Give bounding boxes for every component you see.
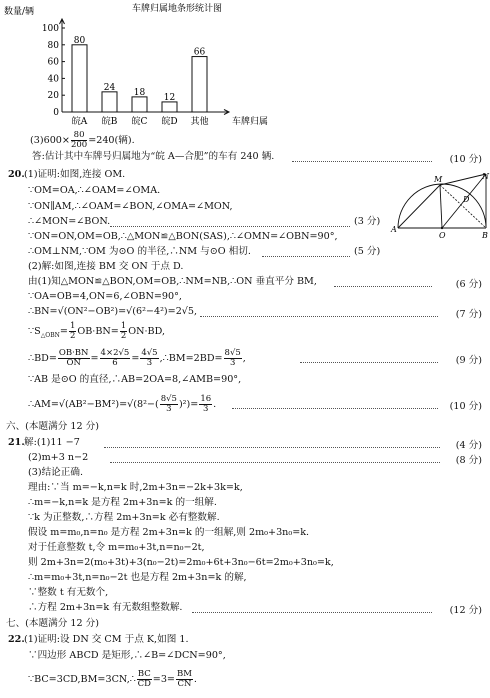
q21-line-a: 解:(1)11 −7 — [24, 437, 80, 448]
fraction — [160, 395, 178, 414]
segment-am — [398, 185, 440, 228]
label-d: D — [463, 195, 470, 204]
fraction — [69, 322, 76, 341]
y-tick-label: 0 — [53, 108, 59, 118]
subscript: △OBN — [40, 331, 60, 339]
dots — [110, 462, 440, 463]
bar — [162, 102, 177, 112]
score: (10 分) — [449, 154, 482, 165]
score: (4 分) — [455, 440, 482, 451]
score: (7 分) — [455, 309, 482, 320]
q21-line-e: ∴m=−k,n=k 是方程 2m+3n=k 的一组解. — [28, 497, 217, 508]
fraction — [137, 670, 152, 689]
text: OB·BN= — [77, 326, 119, 337]
text: =240(辆). — [88, 135, 135, 146]
section-6-heading: 六、(本题满分 12 分) — [6, 421, 99, 432]
q20-line-a: (1)证明:如图,连接 OM. — [24, 169, 126, 180]
score: (6 分) — [455, 279, 482, 290]
data-label: 18 — [133, 87, 146, 98]
numerator: 8√5 — [224, 348, 241, 358]
numerator: 16 — [200, 394, 212, 404]
q20-line-c: ∵ON∥AM,∴∠OAM=∠BON,∠OMA=∠MON, — [28, 201, 233, 212]
denominator: 3 — [166, 404, 172, 414]
label-m: M — [434, 175, 443, 184]
denominator: 200 — [70, 140, 88, 150]
dots — [200, 316, 438, 317]
dots — [334, 286, 432, 287]
dots — [192, 612, 432, 613]
question-number-20: 20. — [8, 169, 25, 180]
score: (5 分) — [354, 246, 381, 257]
denominator: ON — [66, 358, 81, 368]
numerator: BC — [137, 669, 151, 679]
segment-mn — [440, 174, 486, 185]
q20-line-l — [28, 349, 246, 368]
dots — [292, 161, 432, 162]
text: ∴AM=√(AB²−BM²)=√(8²−( — [28, 399, 159, 410]
circle-figure — [390, 172, 490, 252]
bar-chart — [0, 0, 300, 130]
label-n: N — [482, 172, 489, 181]
y-axis-title: 数量/辆 — [4, 7, 35, 17]
fraction — [71, 131, 87, 150]
q22-line-c — [28, 670, 197, 689]
q20-line-j: ∴BN=√(ON²−OB²)=√(6²−4²)=2√5, — [28, 306, 198, 317]
bar — [132, 97, 147, 112]
question-number-22: 22. — [8, 634, 25, 645]
solution-3-line — [30, 131, 135, 150]
y-tick-label: 100 — [41, 24, 59, 34]
dots — [300, 362, 438, 363]
score: (3 分) — [354, 216, 381, 227]
text: ,∴BM=2BD= — [159, 353, 223, 364]
q20-line-n — [28, 395, 216, 414]
denominator: CD — [137, 679, 151, 689]
text: = — [131, 353, 140, 364]
chart-title: 车牌归属地条形统计图 — [132, 4, 223, 14]
text: = — [90, 353, 99, 364]
fraction — [224, 349, 242, 368]
segment-om — [440, 185, 442, 228]
data-label: 24 — [103, 82, 116, 93]
q21-line-f: ∵k 为正整数,∴方程 2m+3n=k 必有整数解. — [28, 512, 220, 523]
q20-line-e: ∵ON=ON,OM=OB,∴△MON≌△BON(SAS),∴∠OMN=∠OBN=90°, — [28, 231, 338, 242]
q21-line-c: (3)结论正确. — [28, 467, 84, 478]
bar — [72, 45, 87, 112]
text: . — [213, 399, 217, 410]
dots — [110, 226, 350, 227]
text: = — [59, 326, 68, 337]
data-label: 12 — [163, 92, 176, 103]
answer-line: 答:估计其中车牌号归属地为“皖 A—合肥”的车有 240 辆. — [32, 151, 275, 162]
q20-line-k — [28, 322, 165, 342]
q21-line-l: ∴方程 2m+3n=k 有无数组整数解. — [28, 602, 183, 613]
text: ON·BD, — [128, 326, 165, 337]
bar — [102, 92, 117, 112]
q21-line-b: (2)m+3 n−2 — [28, 452, 89, 463]
denominator: 3 — [229, 358, 236, 368]
dots — [104, 447, 440, 448]
y-tick-label: 20 — [47, 91, 59, 102]
x-tick-label: 其他 — [190, 117, 209, 127]
data-label: 80 — [73, 35, 86, 46]
x-tick-label: 皖C — [131, 117, 148, 127]
q20-line-b: ∵OM=OA,∴∠OAM=∠OMA. — [28, 185, 161, 196]
x-tick-label: 皖A — [71, 117, 88, 127]
fraction — [140, 349, 158, 368]
dots — [262, 256, 350, 257]
q21-line-i: 则 2m+3n=2(m₀+3t)+3(n₀−2t)=2m₀+6t+3n₀−6t=2m₀+3n₀=k, — [28, 557, 334, 568]
q20-line-i: ∵OA=OB=4,ON=6,∠OBN=90°, — [28, 291, 182, 302]
fraction — [58, 349, 90, 368]
text: . — [193, 674, 197, 685]
data-label: 66 — [193, 47, 206, 58]
y-tick-label: 60 — [47, 57, 59, 68]
score: (9 分) — [455, 355, 482, 366]
fraction — [120, 322, 127, 341]
x-axis-title: 车牌归属 — [232, 117, 269, 127]
label-o: O — [439, 231, 446, 240]
denominator: 6 — [112, 358, 118, 368]
q20-line-f: ∴OM⊥NM,∵OM 为⊙O 的半径,∴NM 与⊙O 相切. — [28, 246, 251, 257]
numerator: BM — [176, 669, 192, 679]
q21-line-k: ∵整数 t 有无数个, — [28, 587, 109, 598]
q22-line-a: (1)证明:设 DN 交 CM 于点 K,如图 1. — [24, 634, 189, 645]
denominator: 3 — [146, 358, 153, 368]
q21-line-d: 理由:∵当 m=−k,n=k 时,2m+3n=−2k+3k=k, — [28, 482, 243, 493]
numerator: 1 — [120, 321, 127, 331]
y-tick-label: 40 — [47, 74, 59, 85]
q20-line-d: ∴∠MON=∠BON. — [28, 216, 111, 227]
numerator: 1 — [69, 321, 76, 331]
numerator: 80 — [71, 131, 87, 141]
label-a: A — [391, 225, 397, 234]
score: (8 分) — [455, 455, 482, 466]
section-7-heading: 七、(本题满分 12 分) — [6, 618, 99, 629]
q22-line-b: ∵四边形 ABCD 是矩形,∴∠B=∠DCN=90°, — [28, 650, 226, 661]
dots — [232, 408, 438, 409]
bar — [192, 57, 207, 112]
q21-line-j: ∴m=m₀+3t,n=n₀−2t 也是方程 2m+3n=k 的解, — [28, 572, 247, 583]
fraction — [100, 349, 131, 368]
fraction — [176, 670, 193, 689]
score: (10 分) — [449, 401, 482, 412]
q20-line-m: ∵AB 是⊙O 的直径,∴AB=2OA=8,∠AMB=90°, — [28, 374, 242, 385]
q21-line-h: 对于任意整数 t,令 m=m₀+3t,n=n₀−2t, — [28, 542, 205, 553]
denominator: 3 — [203, 404, 209, 414]
text: =3= — [152, 674, 175, 685]
label-b: B — [482, 231, 488, 240]
text: ∴BD= — [28, 353, 57, 364]
denominator: CN — [177, 679, 192, 689]
center-point — [441, 227, 443, 229]
numerator: 4×2√5 — [100, 348, 130, 358]
q20-line-g: (2)解:如图,连接 BM 交 ON 于点 D. — [28, 261, 184, 272]
text: ∵BC=3CD,BM=3CN,∴ — [28, 674, 136, 685]
text: (3)600× — [30, 135, 70, 146]
numerator: 4√5 — [141, 348, 158, 358]
text: )²)= — [178, 399, 199, 410]
question-number-21: 21. — [8, 437, 25, 448]
q21-line-g: 假设 m=m₀,n=n₀ 是方程 2m+3n=k 的一组解,则 2m₀+3n₀=k. — [28, 527, 310, 538]
x-tick-label: 皖B — [101, 117, 118, 127]
x-tick-label: 皖D — [161, 117, 178, 127]
numerator: 8√5 — [160, 394, 177, 404]
text: , — [242, 353, 246, 364]
denominator: 2 — [120, 331, 127, 341]
fraction — [199, 395, 212, 414]
y-tick-label: 80 — [47, 40, 59, 51]
text: ∵S — [28, 326, 41, 337]
q20-line-h: 由(1)知△MON≌△BON,OM=OB,∴NM=NB,∴ON 垂直平分 BM, — [28, 276, 317, 287]
score: (12 分) — [449, 605, 482, 616]
numerator: OB·BN — [58, 348, 89, 358]
denominator: 2 — [69, 331, 76, 341]
